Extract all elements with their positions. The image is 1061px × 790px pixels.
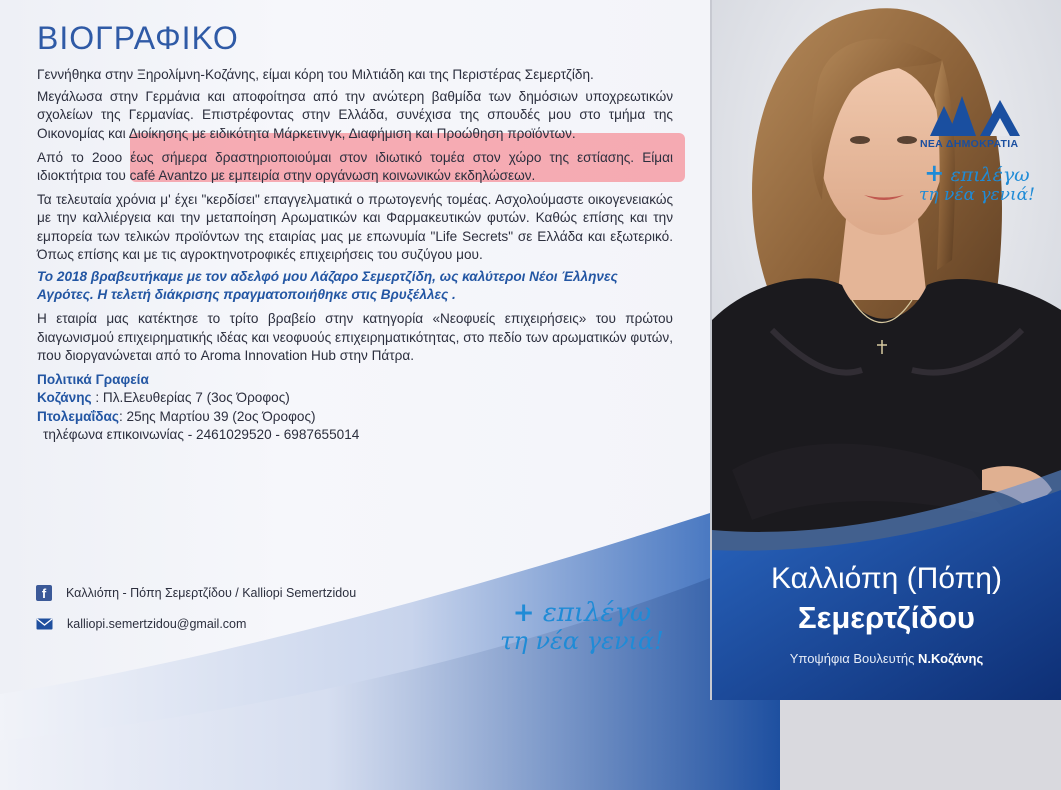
candidate-last-name: Σεμερτζίδου bbox=[798, 600, 975, 635]
bio-paragraph: Από το 2οοο έως σήμερα δραστηριοποιούμαι στον ιδιωτικό τομέα στον χώρο της εστίασης. Είμαι ιδιοκτήτρια του café Avantzo με εμπειρία στην οργάνωση κοινωνικών εκδηλώσεων. bbox=[37, 149, 673, 184]
bio-paragraph: Τα τελευταία χρόνια μ' έχει "κερδίσει" επαγγελματικά ο πρωτογενής τομέας. Ασχολούμαστε οικογενειακώς με την καλλιέργεια και την μεταποίηση Αρωματικών και Φαρμακευτικών φυτών. Καθώς επίσης και την εμπορεία των τελικών προϊόντων της εταιρίας μας με επωνυμία "Life Secrets" σε Ελλάδα και εξωτερικό. Όπως επίσης και με τις αγροκτηνοτροφικές επιχειρήσεις του συζύγου μου. bbox=[37, 192, 673, 262]
candidate-region: Ν.Κοζάνης bbox=[918, 651, 984, 666]
facebook-icon: f bbox=[36, 585, 52, 601]
company-award-paragraph: Η εταιρία μας κατέκτησε το τρίτο βραβείο στην κατηγορία «Νεοφυείς επιχειρήσεις» του πρώτου διαγωνισμού επιχειρηματικής ιδέας και νεοφυούς επιχειρηματικότητας, στο πεδίο των αρωματικών φυτών, που διοργανώνεται από το Aroma Innovation Hub στην Πάτρα. bbox=[37, 311, 673, 363]
office-ptolemaida bbox=[37, 408, 673, 426]
email-address: kalliopi.semertzidou@gmail.com bbox=[67, 617, 247, 631]
biography-content bbox=[37, 20, 673, 445]
facebook-name: Καλλιόπη - Πόπη Σεμερτζίδου / Kalliopi Semertzidou bbox=[66, 586, 357, 600]
page-title: ΒΙΟΓΡΑΦΙΚΟ bbox=[37, 20, 239, 56]
office-phones: τηλέφωνα επικοινωνίας - 2461029520 - 6987655014 bbox=[43, 427, 360, 443]
slogan-line1: επιλέγω bbox=[950, 164, 1030, 186]
slogan-line1: επιλέγω bbox=[542, 598, 652, 628]
bio-paragraph: Γεννήθηκα στην Ξηρολίμνη-Κοζάνης, είμαι κόρη του Μιλτιάδη και της Περιστέρας Σεμερτζίδη. bbox=[37, 67, 594, 82]
candidate-role: Υποψήφια Βουλευτής bbox=[789, 651, 919, 666]
email-contact[interactable] bbox=[36, 617, 246, 631]
office-kozani-address: : Πλ.Ελευθερίας 7 (3ος Όροφος) bbox=[91, 390, 290, 406]
award-paragraph: Το 2018 βραβευτήκαμε με τον αδελφό μου Λάζαρο Σεμερτζίδη, ως καλύτεροι Νέοι Έλληνες Αγρότες. Η τελετή διάκρισης πραγματοποιήθηκε στις Βρυξέλλες . bbox=[37, 269, 618, 303]
slogan-line2: τη νέα γενιά! bbox=[500, 627, 664, 656]
office-ptolemaida-label: Πτολεμαΐδας bbox=[37, 408, 119, 424]
facebook-contact[interactable] bbox=[36, 585, 356, 601]
office-kozani-label: Κοζάνης bbox=[37, 390, 92, 406]
candidate-panel bbox=[712, 0, 1061, 700]
slogan-plus: + bbox=[924, 158, 945, 187]
political-offices bbox=[37, 371, 673, 445]
candidate-title bbox=[712, 651, 1061, 666]
bio-paragraph: Μεγάλωσα στην Γερμάνια και αποφοίτησα από την ανώτερη βαθμίδα των δημόσιων υποχρεωτικών σχολείων της Γερμανίας. Επιστρέφοντας στην Ελλάδα, συνέχισα της σπουδές μου στο τμήμα της Οικονομίας και Διοίκησης με ειδικότητα Μάρκετινγκ, Διαφήμιση και Προώθηση προϊόντων. bbox=[37, 89, 673, 141]
offices-heading: Πολιτικά Γραφεία bbox=[37, 372, 149, 388]
mail-icon bbox=[36, 618, 53, 630]
office-ptolemaida-address: : 25ης Μαρτίου 39 (2ος Όροφος) bbox=[118, 408, 316, 424]
party-logo bbox=[930, 96, 1026, 166]
party-caption: ΝΕΑ ΔΗΜΟΚΡΑΤΙΑ bbox=[920, 138, 1019, 150]
slogan-right bbox=[902, 160, 1052, 205]
candidate-first-name: Καλλιόπη (Πόπη) bbox=[771, 562, 1002, 595]
slogan-left bbox=[482, 600, 682, 654]
slogan-plus: + bbox=[512, 598, 535, 628]
slogan-line2: τη νέα γενιά! bbox=[919, 184, 1035, 205]
office-kozani bbox=[37, 389, 673, 407]
